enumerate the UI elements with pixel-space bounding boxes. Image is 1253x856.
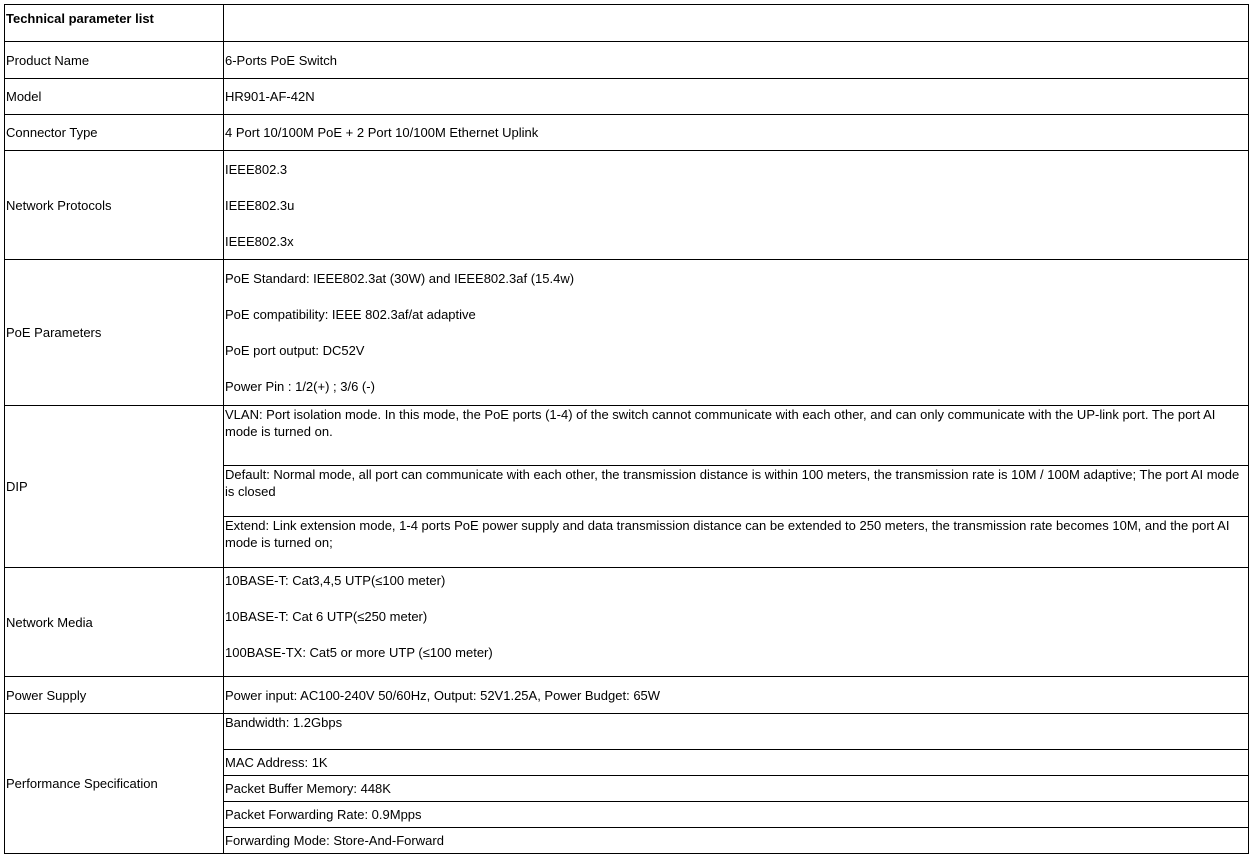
table-row — [5, 568, 1249, 677]
table-row — [5, 79, 1249, 115]
protocol-item: IEEE802.3u — [225, 198, 295, 213]
table-row — [5, 406, 1249, 466]
media-item: 100BASE-TX: Cat5 or more UTP (≤100 meter) — [225, 645, 493, 660]
connector-value: 4 Port 10/100M PoE + 2 Port 10/100M Ethernet Uplink — [224, 115, 1249, 151]
perf-item: Packet Forwarding Rate: 0.9Mpps — [224, 802, 1249, 828]
table-row — [5, 714, 1249, 750]
row-label: Network Protocols — [5, 151, 224, 260]
protocols-cell — [224, 151, 1249, 260]
row-label: Product Name — [5, 42, 224, 79]
row-label: Model — [5, 79, 224, 115]
table-row — [5, 42, 1249, 79]
model-value: HR901-AF-42N — [224, 79, 1249, 115]
row-label: Power Supply — [5, 677, 224, 714]
poe-item: PoE compatibility: IEEE 802.3af/at adaptive — [225, 307, 476, 322]
row-label: DIP — [5, 406, 224, 568]
technical-parameter-table — [4, 4, 1249, 854]
perf-item: Packet Buffer Memory: 448K — [224, 776, 1249, 802]
poe-item: PoE Standard: IEEE802.3at (30W) and IEEE802.3af (15.4w) — [225, 271, 575, 286]
poe-item: Power Pin : 1/2(+) ; 3/6 (-) — [225, 379, 375, 394]
table-row — [5, 151, 1249, 260]
perf-item: MAC Address: 1K — [224, 750, 1249, 776]
media-cell — [224, 568, 1249, 677]
empty-cell — [224, 5, 1249, 42]
product-name-value: 6-Ports PoE Switch — [224, 42, 1249, 79]
poe-item: PoE port output: DC52V — [225, 343, 365, 358]
spec-page — [4, 4, 1248, 854]
protocol-item: IEEE802.3 — [225, 162, 288, 177]
row-label: PoE Parameters — [5, 260, 224, 406]
row-label: Connector Type — [5, 115, 224, 151]
dip-extend: Extend: Link extension mode, 1-4 ports PoE power supply and data transmission distance can be extended to 250 meters, the transmission rate becomes 10M, and the port AI mode is turned on; — [224, 517, 1249, 568]
table-row — [5, 5, 1249, 42]
poe-cell — [224, 260, 1249, 406]
perf-item: Forwarding Mode: Store-And-Forward — [224, 828, 1249, 854]
media-item: 10BASE-T: Cat 6 UTP(≤250 meter) — [225, 609, 428, 624]
table-row — [5, 260, 1249, 406]
row-label: Network Media — [5, 568, 224, 677]
power-value: Power input: AC100-240V 50/60Hz, Output: 52V1.25A, Power Budget: 65W — [224, 677, 1249, 714]
perf-item: Bandwidth: 1.2Gbps — [224, 714, 1249, 750]
dip-vlan: VLAN: Port isolation mode. In this mode, the PoE ports (1-4) of the switch cannot communicate with each other, and can only communicate with the UP-link port. The port AI mode is turned on. — [224, 406, 1249, 466]
protocol-item: IEEE802.3x — [225, 234, 294, 249]
table-row — [5, 115, 1249, 151]
dip-default: Default: Normal mode, all port can communicate with each other, the transmission distance is within 100 meters, the transmission rate is 10M / 100M adaptive; The port AI mode is closed — [224, 466, 1249, 517]
table-title: Technical parameter list — [5, 5, 224, 42]
row-label: Performance Specification — [5, 714, 224, 854]
table-row — [5, 677, 1249, 714]
media-item: 10BASE-T: Cat3,4,5 UTP(≤100 meter) — [225, 573, 446, 588]
